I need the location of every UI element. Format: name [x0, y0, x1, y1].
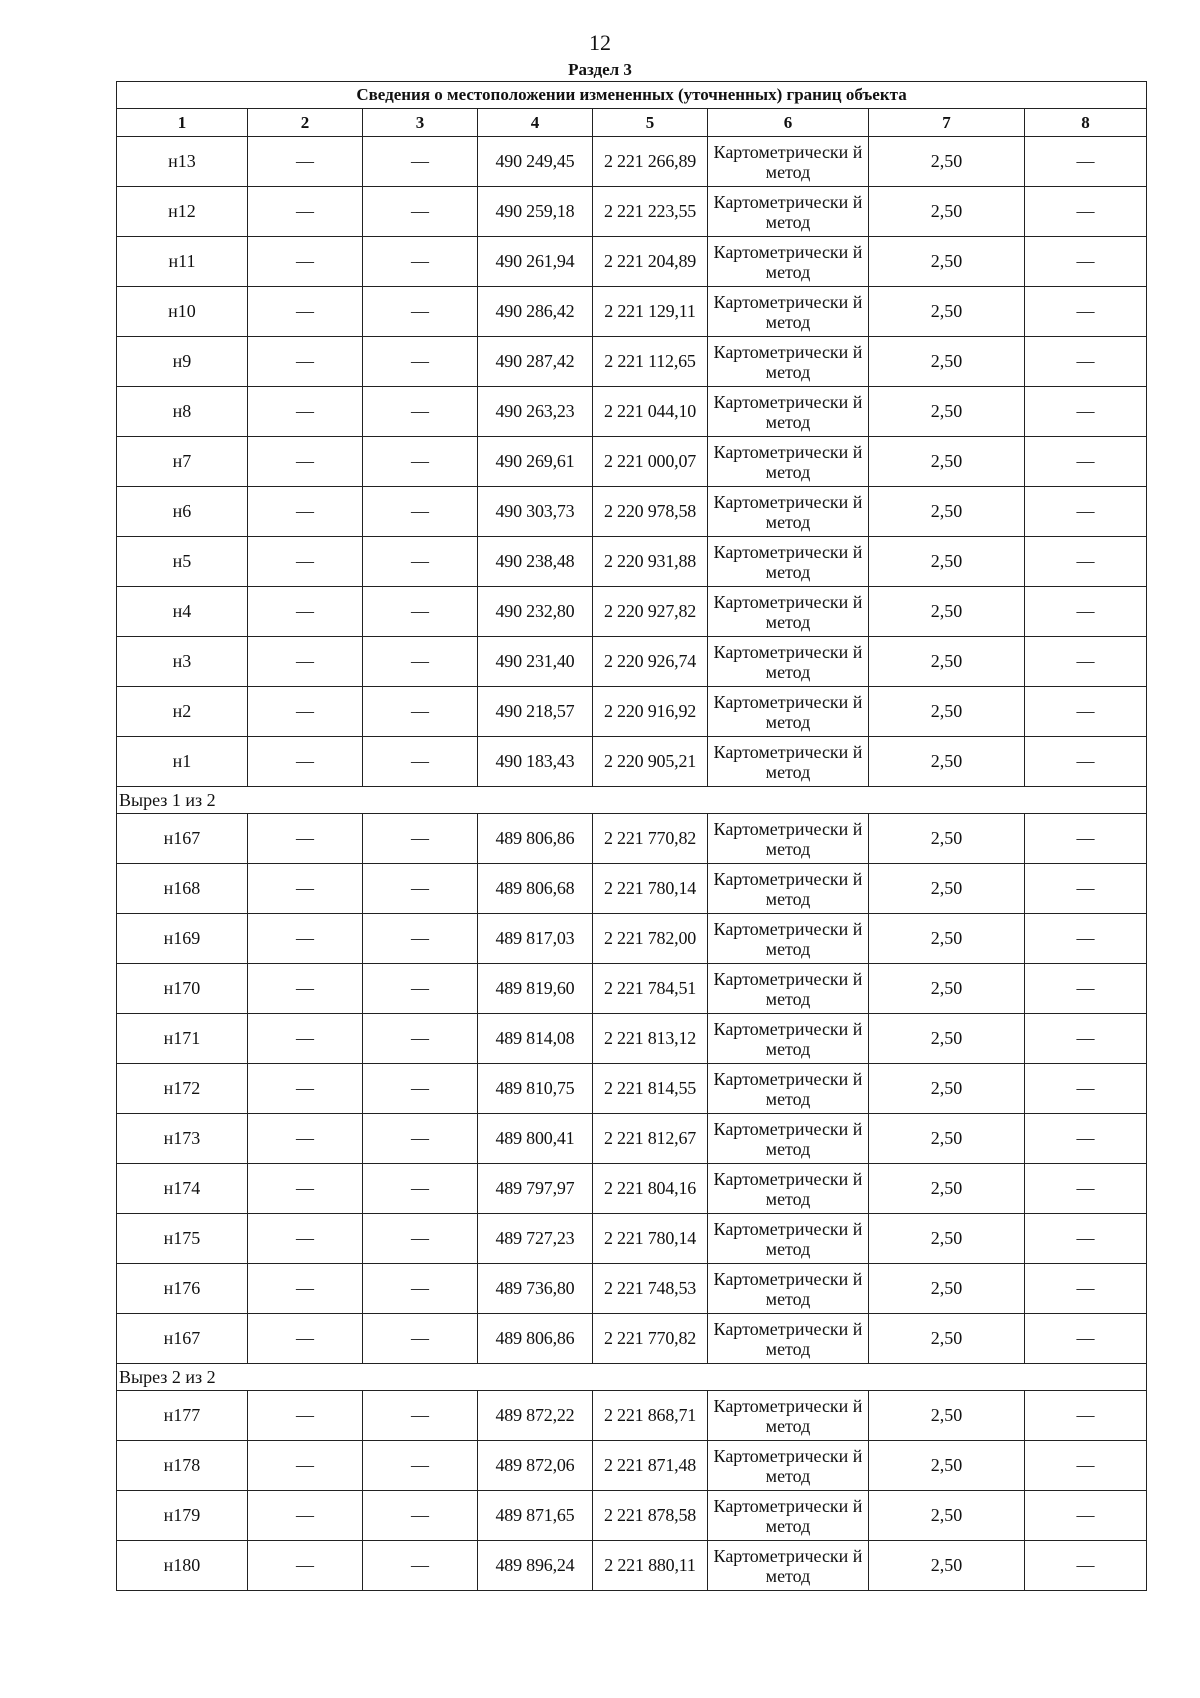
- table-row: [117, 1214, 1147, 1264]
- col2-value: —: [248, 1114, 363, 1164]
- y-coordinate: 2 221 112,65: [593, 337, 708, 387]
- col2-value: —: [248, 437, 363, 487]
- col3-value: —: [363, 587, 478, 637]
- col8-value: —: [1025, 387, 1147, 437]
- col3-value: —: [363, 1541, 478, 1591]
- accuracy: 2,50: [869, 1014, 1025, 1064]
- method: Картометрически й метод: [708, 1314, 869, 1364]
- table-row: [117, 1541, 1147, 1591]
- col8-value: —: [1025, 1264, 1147, 1314]
- x-coordinate: 489 872,06: [478, 1441, 593, 1491]
- col3-value: —: [363, 1214, 478, 1264]
- col8-value: —: [1025, 1541, 1147, 1591]
- accuracy: 2,50: [869, 864, 1025, 914]
- col2-value: —: [248, 237, 363, 287]
- accuracy: 2,50: [869, 137, 1025, 187]
- point-name: н170: [117, 964, 248, 1014]
- x-coordinate: 489 800,41: [478, 1114, 593, 1164]
- x-coordinate: 489 797,97: [478, 1164, 593, 1214]
- y-coordinate: 2 221 784,51: [593, 964, 708, 1014]
- point-name: н178: [117, 1441, 248, 1491]
- point-name: н175: [117, 1214, 248, 1264]
- contour-label: Вырез 1 из 2: [117, 787, 1147, 814]
- col8-value: —: [1025, 187, 1147, 237]
- x-coordinate: 490 218,57: [478, 687, 593, 737]
- x-coordinate: 490 261,94: [478, 237, 593, 287]
- table-row: [117, 964, 1147, 1014]
- table-row: [117, 437, 1147, 487]
- col2-value: —: [248, 1314, 363, 1364]
- table-row: [117, 587, 1147, 637]
- accuracy: 2,50: [869, 1391, 1025, 1441]
- y-coordinate: 2 221 880,11: [593, 1541, 708, 1591]
- col3-value: —: [363, 1114, 478, 1164]
- y-coordinate: 2 221 878,58: [593, 1491, 708, 1541]
- col3-value: —: [363, 487, 478, 537]
- x-coordinate: 489 806,86: [478, 814, 593, 864]
- column-number-4: 4: [478, 109, 593, 137]
- y-coordinate: 2 220 926,74: [593, 637, 708, 687]
- col3-value: —: [363, 1314, 478, 1364]
- column-number-row: [117, 109, 1147, 137]
- accuracy: 2,50: [869, 1114, 1025, 1164]
- accuracy: 2,50: [869, 337, 1025, 387]
- point-name: н12: [117, 187, 248, 237]
- col3-value: —: [363, 1264, 478, 1314]
- y-coordinate: 2 221 780,14: [593, 864, 708, 914]
- accuracy: 2,50: [869, 387, 1025, 437]
- method: Картометрически й метод: [708, 1214, 869, 1264]
- accuracy: 2,50: [869, 1164, 1025, 1214]
- col8-value: —: [1025, 814, 1147, 864]
- y-coordinate: 2 221 868,71: [593, 1391, 708, 1441]
- col3-value: —: [363, 814, 478, 864]
- method: Картометрически й метод: [708, 864, 869, 914]
- col3-value: —: [363, 1014, 478, 1064]
- table-row: [117, 487, 1147, 537]
- y-coordinate: 2 221 813,12: [593, 1014, 708, 1064]
- point-name: н8: [117, 387, 248, 437]
- method: Картометрически й метод: [708, 437, 869, 487]
- col8-value: —: [1025, 1214, 1147, 1264]
- table-row: [117, 1014, 1147, 1064]
- accuracy: 2,50: [869, 737, 1025, 787]
- col2-value: —: [248, 814, 363, 864]
- y-coordinate: 2 220 978,58: [593, 487, 708, 537]
- col2-value: —: [248, 1164, 363, 1214]
- point-name: н167: [117, 1314, 248, 1364]
- x-coordinate: 489 810,75: [478, 1064, 593, 1114]
- col8-value: —: [1025, 1491, 1147, 1541]
- table-body: [117, 137, 1147, 1591]
- table-row: [117, 814, 1147, 864]
- x-coordinate: 490 238,48: [478, 537, 593, 587]
- x-coordinate: 489 872,22: [478, 1391, 593, 1441]
- method: Картометрически й метод: [708, 1264, 869, 1314]
- point-name: н167: [117, 814, 248, 864]
- contour-label: Вырез 2 из 2: [117, 1364, 1147, 1391]
- x-coordinate: 489 817,03: [478, 914, 593, 964]
- accuracy: 2,50: [869, 914, 1025, 964]
- accuracy: 2,50: [869, 1214, 1025, 1264]
- section-title: Раздел 3: [568, 60, 632, 79]
- x-coordinate: 490 269,61: [478, 437, 593, 487]
- point-name: н168: [117, 864, 248, 914]
- point-name: н5: [117, 537, 248, 587]
- accuracy: 2,50: [869, 537, 1025, 587]
- x-coordinate: 489 736,80: [478, 1264, 593, 1314]
- x-coordinate: 490 287,42: [478, 337, 593, 387]
- col3-value: —: [363, 637, 478, 687]
- col2-value: —: [248, 487, 363, 537]
- col3-value: —: [363, 737, 478, 787]
- x-coordinate: 490 183,43: [478, 737, 593, 787]
- method: Картометрически й метод: [708, 337, 869, 387]
- y-coordinate: 2 221 266,89: [593, 137, 708, 187]
- method: Картометрически й метод: [708, 1491, 869, 1541]
- coordinates-table: [116, 81, 1147, 1591]
- col2-value: —: [248, 387, 363, 437]
- col3-value: —: [363, 387, 478, 437]
- col8-value: —: [1025, 137, 1147, 187]
- col8-value: —: [1025, 237, 1147, 287]
- y-coordinate: 2 221 204,89: [593, 237, 708, 287]
- col3-value: —: [363, 1491, 478, 1541]
- contour-label-row: [117, 1364, 1147, 1391]
- point-name: н11: [117, 237, 248, 287]
- col3-value: —: [363, 964, 478, 1014]
- point-name: н4: [117, 587, 248, 637]
- col8-value: —: [1025, 487, 1147, 537]
- x-coordinate: 489 871,65: [478, 1491, 593, 1541]
- method: Картометрически й метод: [708, 387, 869, 437]
- col2-value: —: [248, 1014, 363, 1064]
- col8-value: —: [1025, 687, 1147, 737]
- method: Картометрически й метод: [708, 737, 869, 787]
- table-caption: Сведения о местоположении измененных (уточненных) границ объекта: [117, 82, 1147, 109]
- point-name: н171: [117, 1014, 248, 1064]
- method: Картометрически й метод: [708, 1441, 869, 1491]
- col8-value: —: [1025, 1314, 1147, 1364]
- method: Картометрически й метод: [708, 687, 869, 737]
- column-number-1: 1: [117, 109, 248, 137]
- accuracy: 2,50: [869, 487, 1025, 537]
- accuracy: 2,50: [869, 637, 1025, 687]
- col8-value: —: [1025, 287, 1147, 337]
- accuracy: 2,50: [869, 1541, 1025, 1591]
- col2-value: —: [248, 1441, 363, 1491]
- column-number-7: 7: [869, 109, 1025, 137]
- table-row: [117, 237, 1147, 287]
- col2-value: —: [248, 1491, 363, 1541]
- col2-value: —: [248, 914, 363, 964]
- col2-value: —: [248, 1391, 363, 1441]
- point-name: н3: [117, 637, 248, 687]
- accuracy: 2,50: [869, 1314, 1025, 1364]
- y-coordinate: 2 221 770,82: [593, 1314, 708, 1364]
- accuracy: 2,50: [869, 1491, 1025, 1541]
- table-row: [117, 187, 1147, 237]
- col8-value: —: [1025, 1164, 1147, 1214]
- method: Картометрически й метод: [708, 1541, 869, 1591]
- y-coordinate: 2 221 000,07: [593, 437, 708, 487]
- table-row: [117, 687, 1147, 737]
- column-number-2: 2: [248, 109, 363, 137]
- col8-value: —: [1025, 1391, 1147, 1441]
- method: Картометрически й метод: [708, 537, 869, 587]
- y-coordinate: 2 221 748,53: [593, 1264, 708, 1314]
- col8-value: —: [1025, 1064, 1147, 1114]
- y-coordinate: 2 221 871,48: [593, 1441, 708, 1491]
- point-name: н180: [117, 1541, 248, 1591]
- table-row: [117, 737, 1147, 787]
- col3-value: —: [363, 687, 478, 737]
- x-coordinate: 490 286,42: [478, 287, 593, 337]
- x-coordinate: 489 806,86: [478, 1314, 593, 1364]
- point-name: н7: [117, 437, 248, 487]
- col8-value: —: [1025, 914, 1147, 964]
- table-row: [117, 1391, 1147, 1441]
- accuracy: 2,50: [869, 237, 1025, 287]
- col3-value: —: [363, 237, 478, 287]
- col8-value: —: [1025, 864, 1147, 914]
- method: Картометрически й метод: [708, 814, 869, 864]
- column-number-3: 3: [363, 109, 478, 137]
- col8-value: —: [1025, 637, 1147, 687]
- col2-value: —: [248, 337, 363, 387]
- method: Картометрически й метод: [708, 1164, 869, 1214]
- method: Картометрически й метод: [708, 487, 869, 537]
- point-name: н13: [117, 137, 248, 187]
- table-row: [117, 137, 1147, 187]
- accuracy: 2,50: [869, 1264, 1025, 1314]
- col3-value: —: [363, 437, 478, 487]
- col8-value: —: [1025, 337, 1147, 387]
- table-row: [117, 1491, 1147, 1541]
- column-number-5: 5: [593, 109, 708, 137]
- table-row: [117, 637, 1147, 687]
- col2-value: —: [248, 864, 363, 914]
- accuracy: 2,50: [869, 587, 1025, 637]
- method: Картометрически й метод: [708, 237, 869, 287]
- col3-value: —: [363, 864, 478, 914]
- column-number-6: 6: [708, 109, 869, 137]
- point-name: н177: [117, 1391, 248, 1441]
- method: Картометрически й метод: [708, 137, 869, 187]
- y-coordinate: 2 221 812,67: [593, 1114, 708, 1164]
- point-name: н6: [117, 487, 248, 537]
- point-name: н169: [117, 914, 248, 964]
- accuracy: 2,50: [869, 1441, 1025, 1491]
- col3-value: —: [363, 337, 478, 387]
- col2-value: —: [248, 537, 363, 587]
- y-coordinate: 2 221 770,82: [593, 814, 708, 864]
- x-coordinate: 489 727,23: [478, 1214, 593, 1264]
- table-row: [117, 387, 1147, 437]
- method: Картометрически й метод: [708, 1014, 869, 1064]
- table-row: [117, 1264, 1147, 1314]
- point-name: н174: [117, 1164, 248, 1214]
- col2-value: —: [248, 1264, 363, 1314]
- col2-value: —: [248, 187, 363, 237]
- y-coordinate: 2 221 804,16: [593, 1164, 708, 1214]
- x-coordinate: 489 814,08: [478, 1014, 593, 1064]
- method: Картометрически й метод: [708, 187, 869, 237]
- accuracy: 2,50: [869, 687, 1025, 737]
- col2-value: —: [248, 737, 363, 787]
- accuracy: 2,50: [869, 1064, 1025, 1114]
- x-coordinate: 490 263,23: [478, 387, 593, 437]
- accuracy: 2,50: [869, 814, 1025, 864]
- col3-value: —: [363, 1064, 478, 1114]
- x-coordinate: 490 303,73: [478, 487, 593, 537]
- table-row: [117, 337, 1147, 387]
- page-number: 12: [589, 30, 611, 55]
- x-coordinate: 490 231,40: [478, 637, 593, 687]
- col2-value: —: [248, 587, 363, 637]
- point-name: н179: [117, 1491, 248, 1541]
- col2-value: —: [248, 687, 363, 737]
- method: Картометрически й метод: [708, 1391, 869, 1441]
- y-coordinate: 2 221 044,10: [593, 387, 708, 437]
- y-coordinate: 2 220 931,88: [593, 537, 708, 587]
- method: Картометрически й метод: [708, 637, 869, 687]
- col8-value: —: [1025, 1014, 1147, 1064]
- accuracy: 2,50: [869, 187, 1025, 237]
- table-row: [117, 914, 1147, 964]
- x-coordinate: 489 896,24: [478, 1541, 593, 1591]
- x-coordinate: 490 232,80: [478, 587, 593, 637]
- table-row: [117, 1164, 1147, 1214]
- table-row: [117, 1064, 1147, 1114]
- y-coordinate: 2 221 814,55: [593, 1064, 708, 1114]
- table-row: [117, 1114, 1147, 1164]
- col2-value: —: [248, 637, 363, 687]
- col8-value: —: [1025, 1114, 1147, 1164]
- col8-value: —: [1025, 587, 1147, 637]
- y-coordinate: 2 220 916,92: [593, 687, 708, 737]
- col2-value: —: [248, 964, 363, 1014]
- table-row: [117, 1314, 1147, 1364]
- y-coordinate: 2 220 905,21: [593, 737, 708, 787]
- y-coordinate: 2 221 780,14: [593, 1214, 708, 1264]
- x-coordinate: 489 806,68: [478, 864, 593, 914]
- point-name: н2: [117, 687, 248, 737]
- col2-value: —: [248, 1064, 363, 1114]
- col2-value: —: [248, 1214, 363, 1264]
- col8-value: —: [1025, 437, 1147, 487]
- accuracy: 2,50: [869, 964, 1025, 1014]
- method: Картометрически й метод: [708, 1114, 869, 1164]
- point-name: н10: [117, 287, 248, 337]
- method: Картометрически й метод: [708, 587, 869, 637]
- point-name: н176: [117, 1264, 248, 1314]
- col3-value: —: [363, 137, 478, 187]
- table-row: [117, 864, 1147, 914]
- col2-value: —: [248, 1541, 363, 1591]
- y-coordinate: 2 221 223,55: [593, 187, 708, 237]
- method: Картометрически й метод: [708, 964, 869, 1014]
- point-name: н1: [117, 737, 248, 787]
- method: Картометрически й метод: [708, 1064, 869, 1114]
- col3-value: —: [363, 914, 478, 964]
- table-row: [117, 287, 1147, 337]
- col8-value: —: [1025, 1441, 1147, 1491]
- col3-value: —: [363, 537, 478, 587]
- col8-value: —: [1025, 964, 1147, 1014]
- y-coordinate: 2 221 782,00: [593, 914, 708, 964]
- table-row: [117, 1441, 1147, 1491]
- accuracy: 2,50: [869, 287, 1025, 337]
- y-coordinate: 2 220 927,82: [593, 587, 708, 637]
- col3-value: —: [363, 187, 478, 237]
- col2-value: —: [248, 137, 363, 187]
- accuracy: 2,50: [869, 437, 1025, 487]
- x-coordinate: 490 259,18: [478, 187, 593, 237]
- point-name: н172: [117, 1064, 248, 1114]
- method: Картометрически й метод: [708, 914, 869, 964]
- col3-value: —: [363, 1441, 478, 1491]
- x-coordinate: 490 249,45: [478, 137, 593, 187]
- contour-label-row: [117, 787, 1147, 814]
- col8-value: —: [1025, 737, 1147, 787]
- col3-value: —: [363, 1391, 478, 1441]
- point-name: н9: [117, 337, 248, 387]
- table-row: [117, 537, 1147, 587]
- x-coordinate: 489 819,60: [478, 964, 593, 1014]
- method: Картометрически й метод: [708, 287, 869, 337]
- column-number-8: 8: [1025, 109, 1147, 137]
- col3-value: —: [363, 287, 478, 337]
- col2-value: —: [248, 287, 363, 337]
- table-caption-row: [117, 82, 1147, 109]
- col3-value: —: [363, 1164, 478, 1214]
- y-coordinate: 2 221 129,11: [593, 287, 708, 337]
- col8-value: —: [1025, 537, 1147, 587]
- point-name: н173: [117, 1114, 248, 1164]
